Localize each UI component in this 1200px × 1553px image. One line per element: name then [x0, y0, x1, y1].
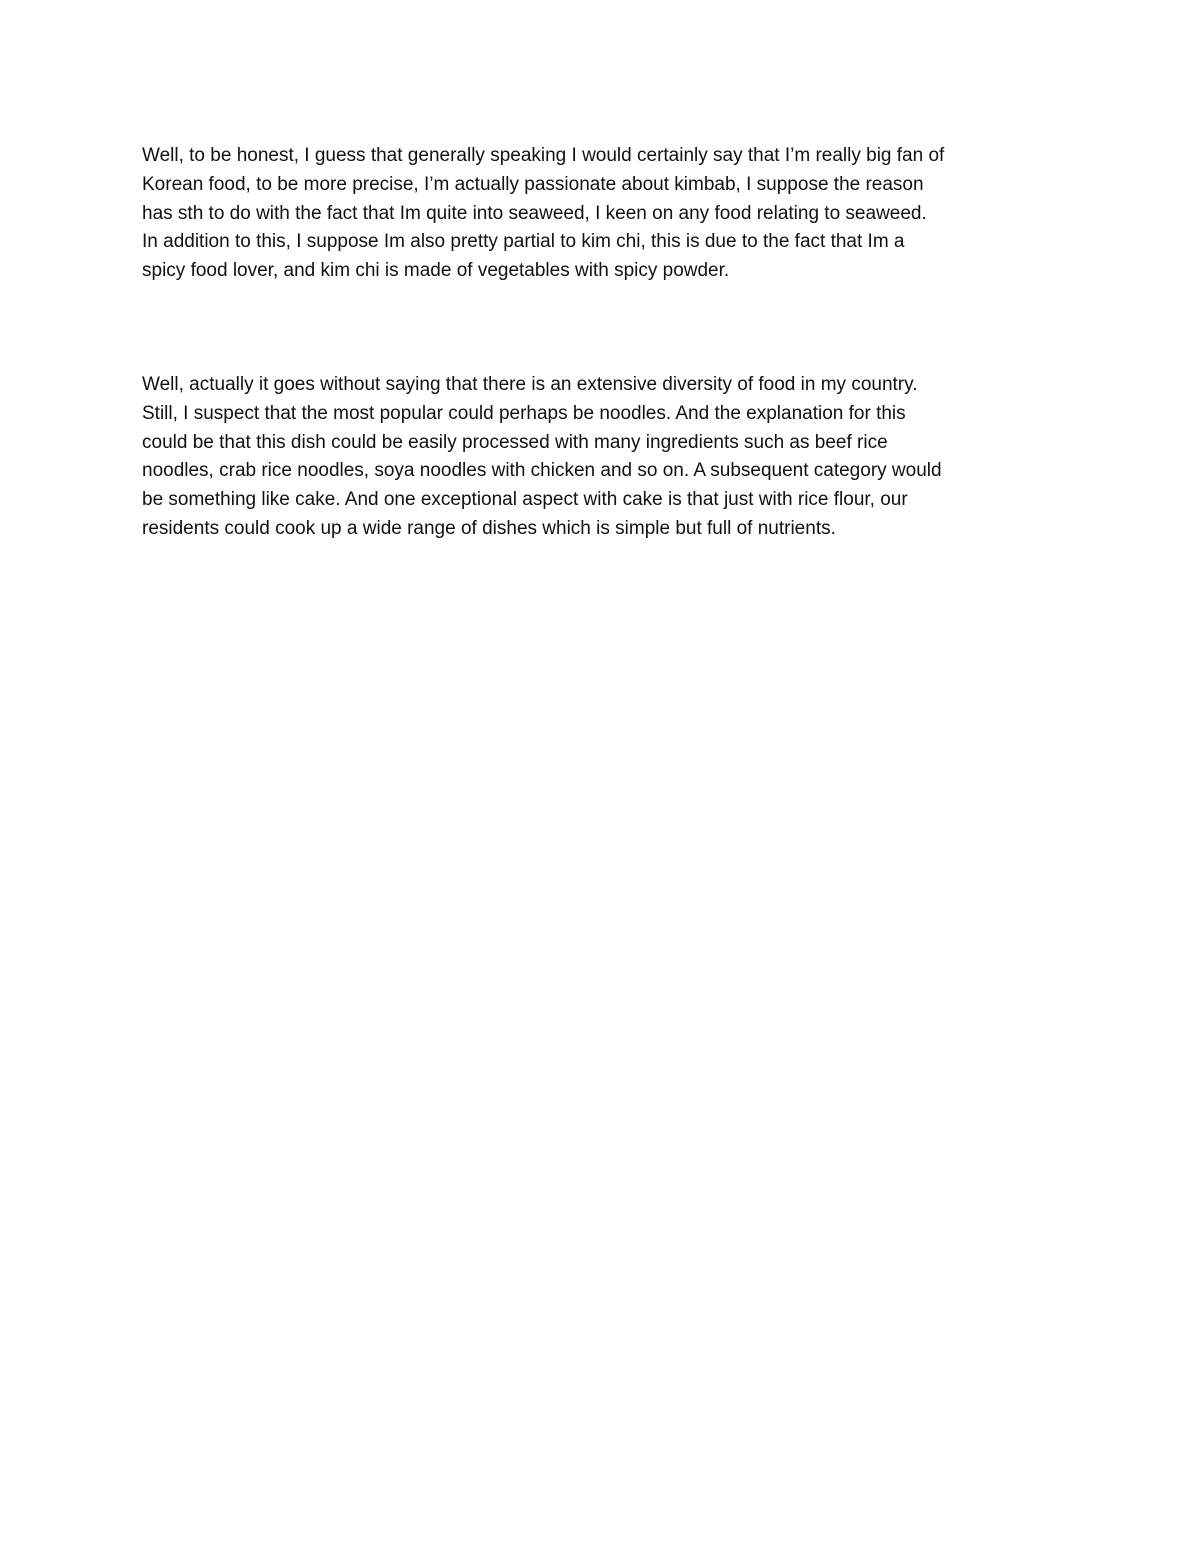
text-line: be something like cake. And one exceptional aspect with cake is that just with rice flour, our: [142, 489, 908, 511]
text-line: could be that this dish could be easily processed with many ingredients such as beef rice: [142, 431, 888, 453]
text-line: In addition to this, I suppose Im also pretty partial to kim chi, this is due to the fact that Im a: [142, 231, 905, 253]
paragraph-national-food: [142, 371, 1058, 544]
text-line: noodles, crab rice noodles, soya noodles with chicken and so on. A subsequent category would: [142, 460, 942, 482]
text-line: spicy food lover, and kim chi is made of vegetables with spicy powder.: [142, 260, 730, 282]
text-line: Still, I suspect that the most popular could perhaps be noodles. And the explanation for this: [142, 402, 906, 424]
paragraph-korean-food: [142, 142, 1058, 286]
text-line: residents could cook up a wide range of dishes which is simple but full of nutrients.: [142, 517, 836, 539]
text-line: Korean food, to be more precise, I’m actually passionate about kimbab, I suppose the reason: [142, 173, 924, 195]
text-line: Well, to be honest, I guess that generally speaking I would certainly say that I’m really big fan of: [142, 145, 945, 166]
text-line: Well, actually it goes without saying that there is an extensive diversity of food in my country.: [142, 374, 918, 395]
text-line: has sth to do with the fact that Im quite into seaweed, I keen on any food relating to seaweed.: [142, 202, 927, 224]
